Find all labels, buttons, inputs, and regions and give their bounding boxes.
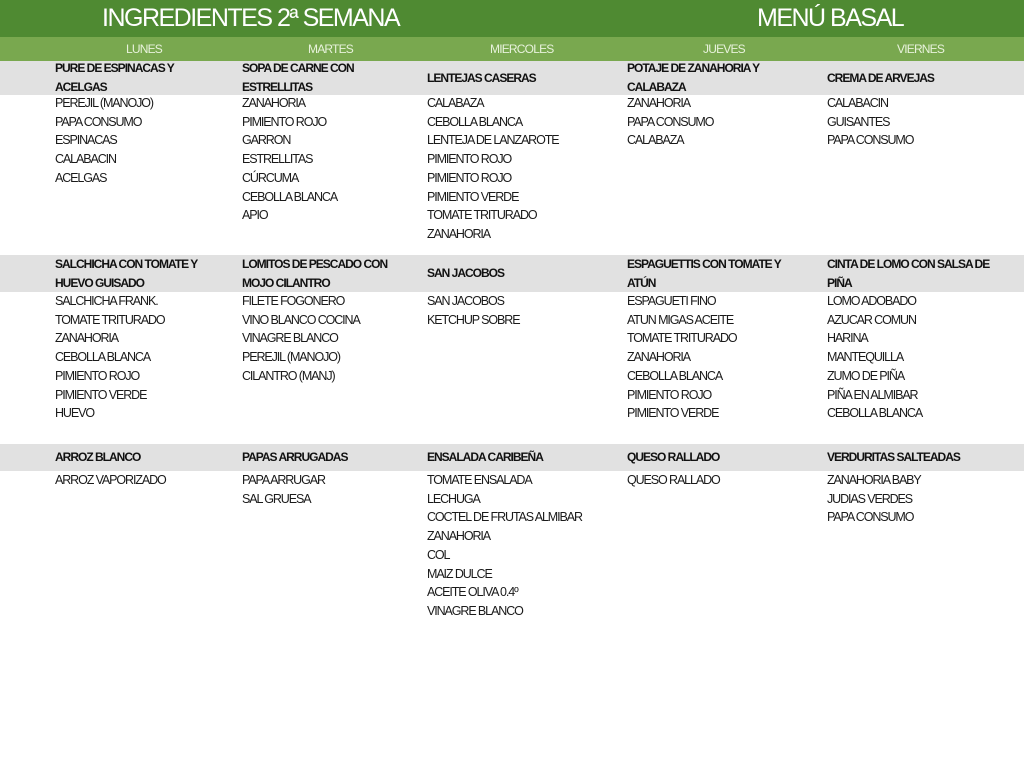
ingredient-item: LENTEJA DE LANZAROTE	[427, 133, 559, 148]
ingredient-item: MANTEQUILLA	[827, 350, 904, 365]
dish-name	[827, 255, 989, 293]
dish-name-line: ESPAGUETTIS CON TOMATE Y	[627, 257, 781, 271]
dish-name	[427, 69, 536, 88]
ingredient-item: TOMATE TRITURADO	[627, 331, 737, 346]
ingredient-item: ESPAGUETI FINO	[627, 294, 716, 308]
dish-name-line: PURE DE ESPINACAS Y	[55, 61, 174, 75]
ingredient-item: PIMIENTO ROJO	[427, 170, 512, 185]
day-label-jueves: JUEVES	[703, 42, 745, 56]
ingredient-item: LECHUGA	[427, 491, 480, 506]
ingredient-item: PIÑA EN ALMIBAR	[827, 387, 918, 402]
dish-name-line: ENSALADA CARIBEÑA	[427, 450, 543, 464]
dish-name-line: SAN JACOBOS	[427, 266, 505, 280]
ingredient-item: ARROZ VAPORIZADO	[55, 473, 166, 487]
page-title: INGREDIENTES 2ª SEMANA	[102, 4, 400, 32]
ingredient-item: COCTEL DE FRUTAS ALMIBAR	[427, 510, 582, 525]
ingredient-item: CEBOLLA BLANCA	[427, 114, 523, 129]
ingredient-item: LOMO ADOBADO	[827, 294, 916, 308]
ingredient-item: HUEVO	[55, 406, 94, 421]
ingredient-item: TOMATE ENSALADA	[427, 473, 532, 487]
dish-name-line: QUESO RALLADO	[627, 450, 720, 464]
ingredient-list	[827, 471, 921, 527]
ingredient-item: COL	[427, 547, 450, 562]
dish-name-line: VERDURITAS SALTEADAS	[827, 450, 960, 464]
dish-name-line: SOPA DE CARNE CON	[242, 61, 354, 75]
ingredient-list	[55, 471, 166, 490]
ingredient-item: AZUCAR COMUN	[827, 312, 916, 327]
ingredient-item: APIO	[242, 208, 268, 223]
ingredient-item: ZUMO DE PIÑA	[827, 368, 905, 383]
ingredient-list	[427, 292, 519, 329]
ingredient-item: GUISANTES	[827, 114, 890, 129]
ingredient-item: VINO BLANCO COCINA	[242, 312, 360, 327]
ingredient-item: SALCHICHA FRANK.	[55, 294, 158, 308]
dish-name	[242, 448, 347, 467]
day-label-lunes: LUNES	[126, 42, 163, 56]
ingredient-item: ZANAHORIA	[427, 529, 491, 544]
ingredient-item: KETCHUP SOBRE	[427, 312, 520, 327]
ingredient-item: PIMIENTO ROJO	[427, 152, 512, 167]
ingredient-item: CÚRCUMA	[242, 170, 299, 185]
ingredient-item: PIMIENTO VERDE	[627, 406, 719, 421]
ingredient-item: GARRON	[242, 133, 291, 148]
dish-name-line: CINTA DE LOMO CON SALSA DE	[827, 257, 990, 271]
ingredient-item: CEBOLLA BLANCA	[627, 368, 723, 383]
dish-name	[55, 448, 140, 467]
ingredient-list	[55, 292, 165, 423]
weekday-bar	[0, 37, 1024, 61]
ingredient-item: ESPINACAS	[55, 133, 117, 148]
menu-title: MENÚ BASAL	[757, 4, 904, 32]
dish-name	[627, 59, 759, 97]
ingredient-item: CALABAZA	[627, 133, 684, 148]
dish-name	[55, 59, 174, 97]
day-label-martes: MARTES	[308, 42, 353, 56]
ingredient-item: PIMIENTO ROJO	[242, 114, 327, 129]
ingredient-list	[55, 94, 153, 188]
ingredient-item: FILETE FOGONERO	[242, 294, 345, 308]
ingredient-item: ZANAHORIA	[55, 331, 119, 346]
ingredient-item: ZANAHORIA	[627, 96, 691, 110]
ingredient-item: SAN JACOBOS	[427, 294, 504, 308]
ingredient-item: ESTRELLITAS	[242, 152, 313, 167]
ingredient-list	[242, 292, 360, 386]
dish-name-line: PIÑA	[827, 276, 852, 290]
ingredient-item: TOMATE TRITURADO	[55, 312, 165, 327]
ingredient-item: PAPA CONSUMO	[827, 510, 914, 525]
ingredient-item: CEBOLLA BLANCA	[55, 350, 151, 365]
ingredient-item: ZANAHORIA	[627, 350, 691, 365]
ingredient-item: VINAGRE BLANCO	[242, 331, 338, 346]
ingredient-item: ZANAHORIA	[427, 226, 491, 241]
ingredient-item: HARINA	[827, 331, 868, 346]
dish-name	[242, 59, 354, 97]
ingredient-item: CALABACIN	[827, 96, 888, 110]
ingredient-list	[242, 471, 325, 508]
ingredient-item: PEREJIL (MANOJO)	[242, 350, 340, 365]
day-label-miercoles: MIERCOLES	[490, 42, 554, 56]
ingredient-item: PIMIENTO ROJO	[627, 387, 712, 402]
ingredient-list	[242, 94, 337, 225]
ingredient-item: MAIZ DULCE	[427, 566, 492, 581]
dish-name	[827, 448, 960, 467]
dish-name	[427, 264, 504, 283]
header-bar	[0, 0, 1024, 37]
ingredient-item: ACEITE OLIVA 0.4º	[427, 585, 518, 600]
ingredient-item: PIMIENTO VERDE	[427, 189, 519, 204]
ingredient-item: ATUN MIGAS ACEITE	[627, 312, 734, 327]
ingredient-item: PAPA CONSUMO	[827, 133, 914, 148]
dish-name	[427, 448, 543, 467]
dish-name	[627, 448, 719, 467]
ingredient-item: PAPA ARRUGAR	[242, 473, 325, 487]
ingredient-item: PEREJIL (MANOJO)	[55, 96, 153, 110]
ingredient-item: JUDIAS VERDES	[827, 491, 913, 506]
dish-name-line: LOMITOS DE PESCADO CON	[242, 257, 388, 271]
ingredient-item: ZANAHORIA	[242, 96, 306, 110]
ingredient-item: QUESO RALLADO	[627, 473, 720, 487]
ingredient-item: PAPA CONSUMO	[55, 114, 142, 129]
dish-name	[627, 255, 781, 293]
dish-name-line: CREMA DE ARVEJAS	[827, 71, 934, 85]
dish-name-line: LENTEJAS CASERAS	[427, 71, 536, 85]
ingredient-list	[427, 94, 559, 244]
ingredient-item: PIMIENTO VERDE	[55, 387, 147, 402]
ingredient-item: CILANTRO (MANJ)	[242, 368, 335, 383]
dish-name-line: HUEVO GUISADO	[55, 276, 145, 290]
dish-name-line: POTAJE DE ZANAHORIA Y	[627, 61, 760, 75]
ingredient-list	[627, 471, 720, 490]
dish-name-line: PAPAS ARRUGADAS	[242, 450, 348, 464]
dish-name	[827, 69, 934, 88]
ingredient-item: CALABAZA	[427, 96, 484, 110]
ingredient-item: ACELGAS	[55, 170, 107, 185]
ingredient-list	[827, 94, 913, 150]
ingredient-item: ZANAHORIA BABY	[827, 473, 921, 487]
dish-name-line: MOJO CILANTRO	[242, 276, 330, 290]
dish-name	[242, 255, 387, 293]
ingredient-list	[627, 292, 737, 423]
dish-name-line: ACELGAS	[55, 80, 107, 94]
ingredient-item: SAL GRUESA	[242, 491, 311, 506]
dish-name-line: ATÚN	[627, 276, 656, 290]
dish-name-line: ARROZ BLANCO	[55, 450, 141, 464]
dish-name	[55, 255, 197, 293]
ingredient-item: PIMIENTO ROJO	[55, 368, 140, 383]
dish-name-line: SALCHICHA CON TOMATE Y	[55, 257, 198, 271]
ingredient-item: TOMATE TRITURADO	[427, 208, 537, 223]
ingredient-item: CALABACIN	[55, 152, 116, 167]
ingredient-item: CEBOLLA BLANCA	[827, 406, 923, 421]
day-label-viernes: VIERNES	[897, 42, 945, 56]
ingredient-item: CEBOLLA BLANCA	[242, 189, 338, 204]
ingredient-item: VINAGRE BLANCO	[427, 603, 523, 618]
ingredient-list	[827, 292, 922, 423]
ingredient-list	[427, 471, 582, 621]
dish-name-line: ESTRELLITAS	[242, 80, 313, 94]
ingredient-list	[627, 94, 713, 150]
ingredient-item: PAPA CONSUMO	[627, 114, 714, 129]
dish-name-line: CALABAZA	[627, 80, 686, 94]
